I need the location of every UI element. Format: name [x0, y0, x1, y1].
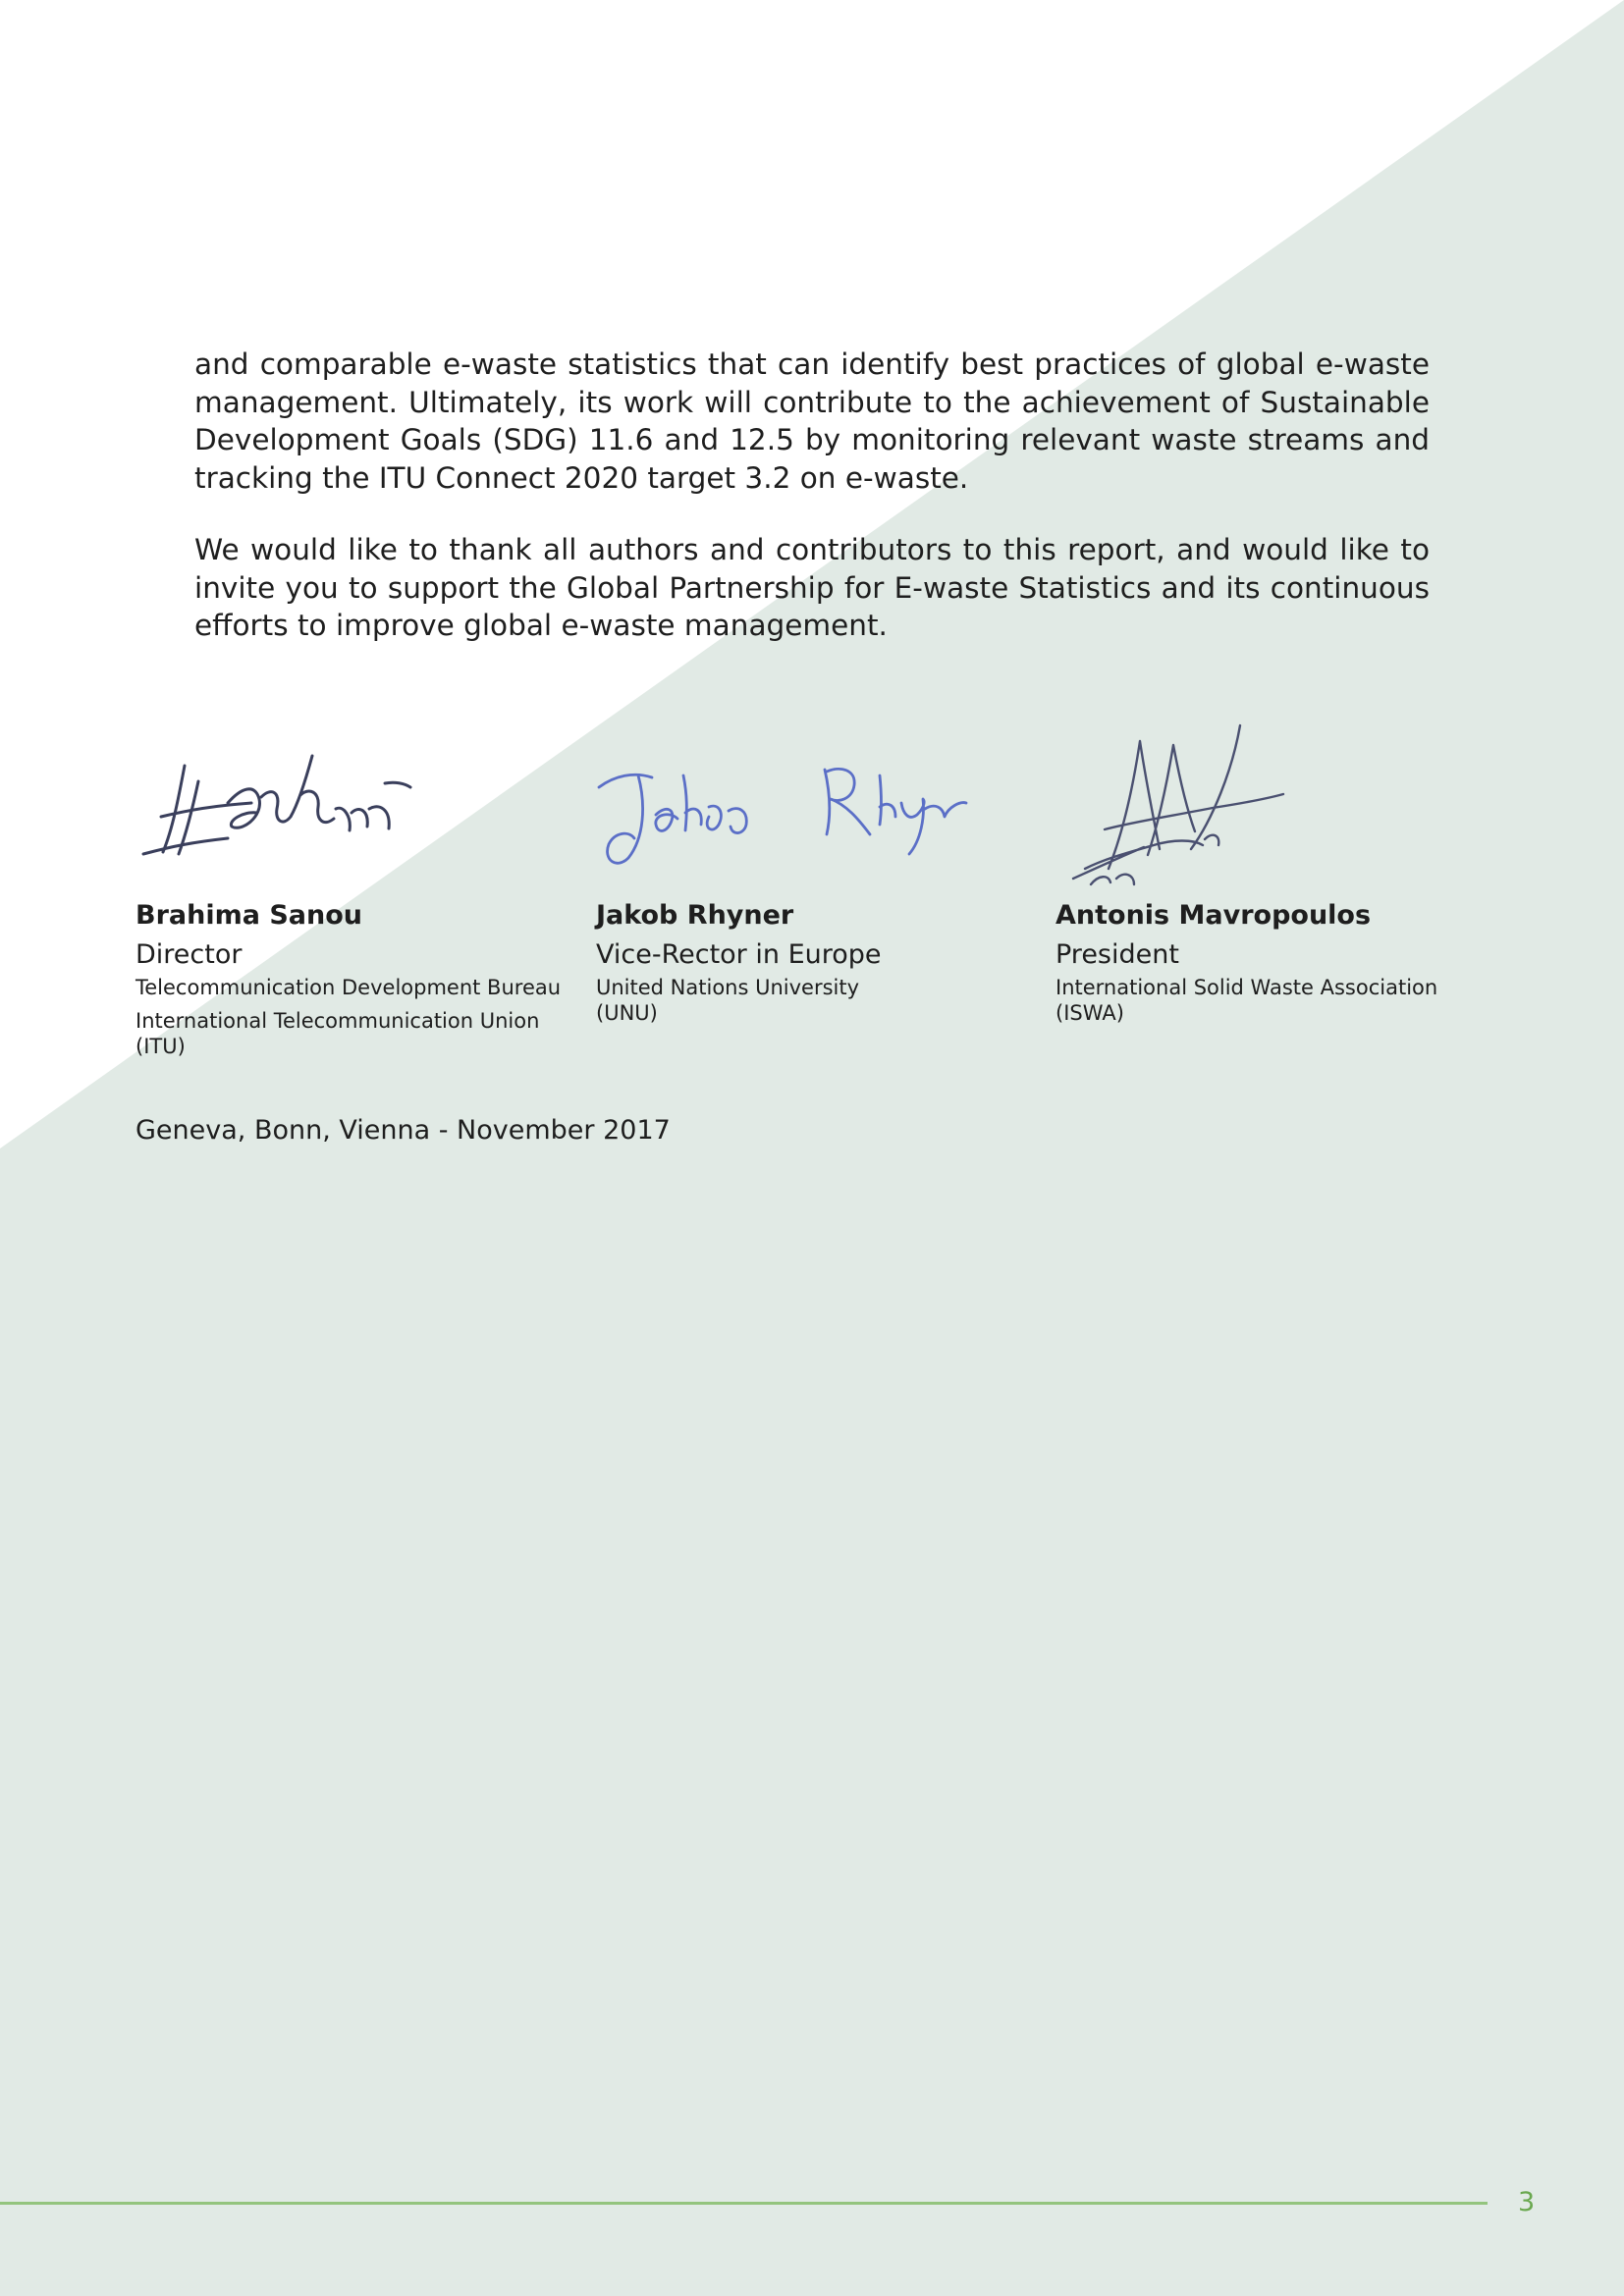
- signature-antonis-mavropoulos: [1065, 721, 1291, 888]
- signatory-organization: International Solid Waste Association (ISWA): [1056, 976, 1438, 1025]
- signatory-organization: International Telecommunication Union (ITU): [135, 1009, 540, 1058]
- body-paragraph-2: We would like to thank all authors and contributors to this report, and would like to invite you to support the Global Partnership for E-waste Statistics and its continuous efforts to improve global e-waste management.: [194, 533, 1430, 642]
- signatory-block-2: [596, 898, 1028, 1026]
- signatory-block-1: [135, 898, 568, 1059]
- body-paragraph-1: and comparable e-waste statistics that can identify best practices of global e-waste management. Ultimately, its work will contribute to the achievement of Sustainable Development Goals (SDG) 11.6 and 12.5 by monitoring relevant waste streams and tracking the ITU Connect 2020 target 3.2 on e-waste.: [194, 347, 1430, 495]
- signatory-name: Brahima Sanou: [135, 900, 363, 931]
- signatory-organization: Telecommunication Development Bureau: [135, 976, 562, 999]
- signatory-block-3: [1056, 898, 1517, 1026]
- signatory-name: Antonis Mavropoulos: [1056, 900, 1372, 931]
- signatory-role: Vice-Rector in Europe: [596, 939, 882, 970]
- signatory-role: Director: [135, 939, 243, 970]
- page-number: 3: [1518, 2187, 1536, 2217]
- signatory-role: President: [1056, 939, 1179, 970]
- signatory-organization: United Nations University (UNU): [596, 976, 860, 1025]
- signatory-name: Jakob Rhyner: [596, 900, 794, 931]
- signature-jakob-rhyner: [595, 756, 968, 869]
- footer-rule: [0, 2202, 1488, 2205]
- signature-brahima-sanou: [134, 748, 418, 861]
- place-and-date: Geneva, Bonn, Vienna - November 2017: [135, 1115, 671, 1146]
